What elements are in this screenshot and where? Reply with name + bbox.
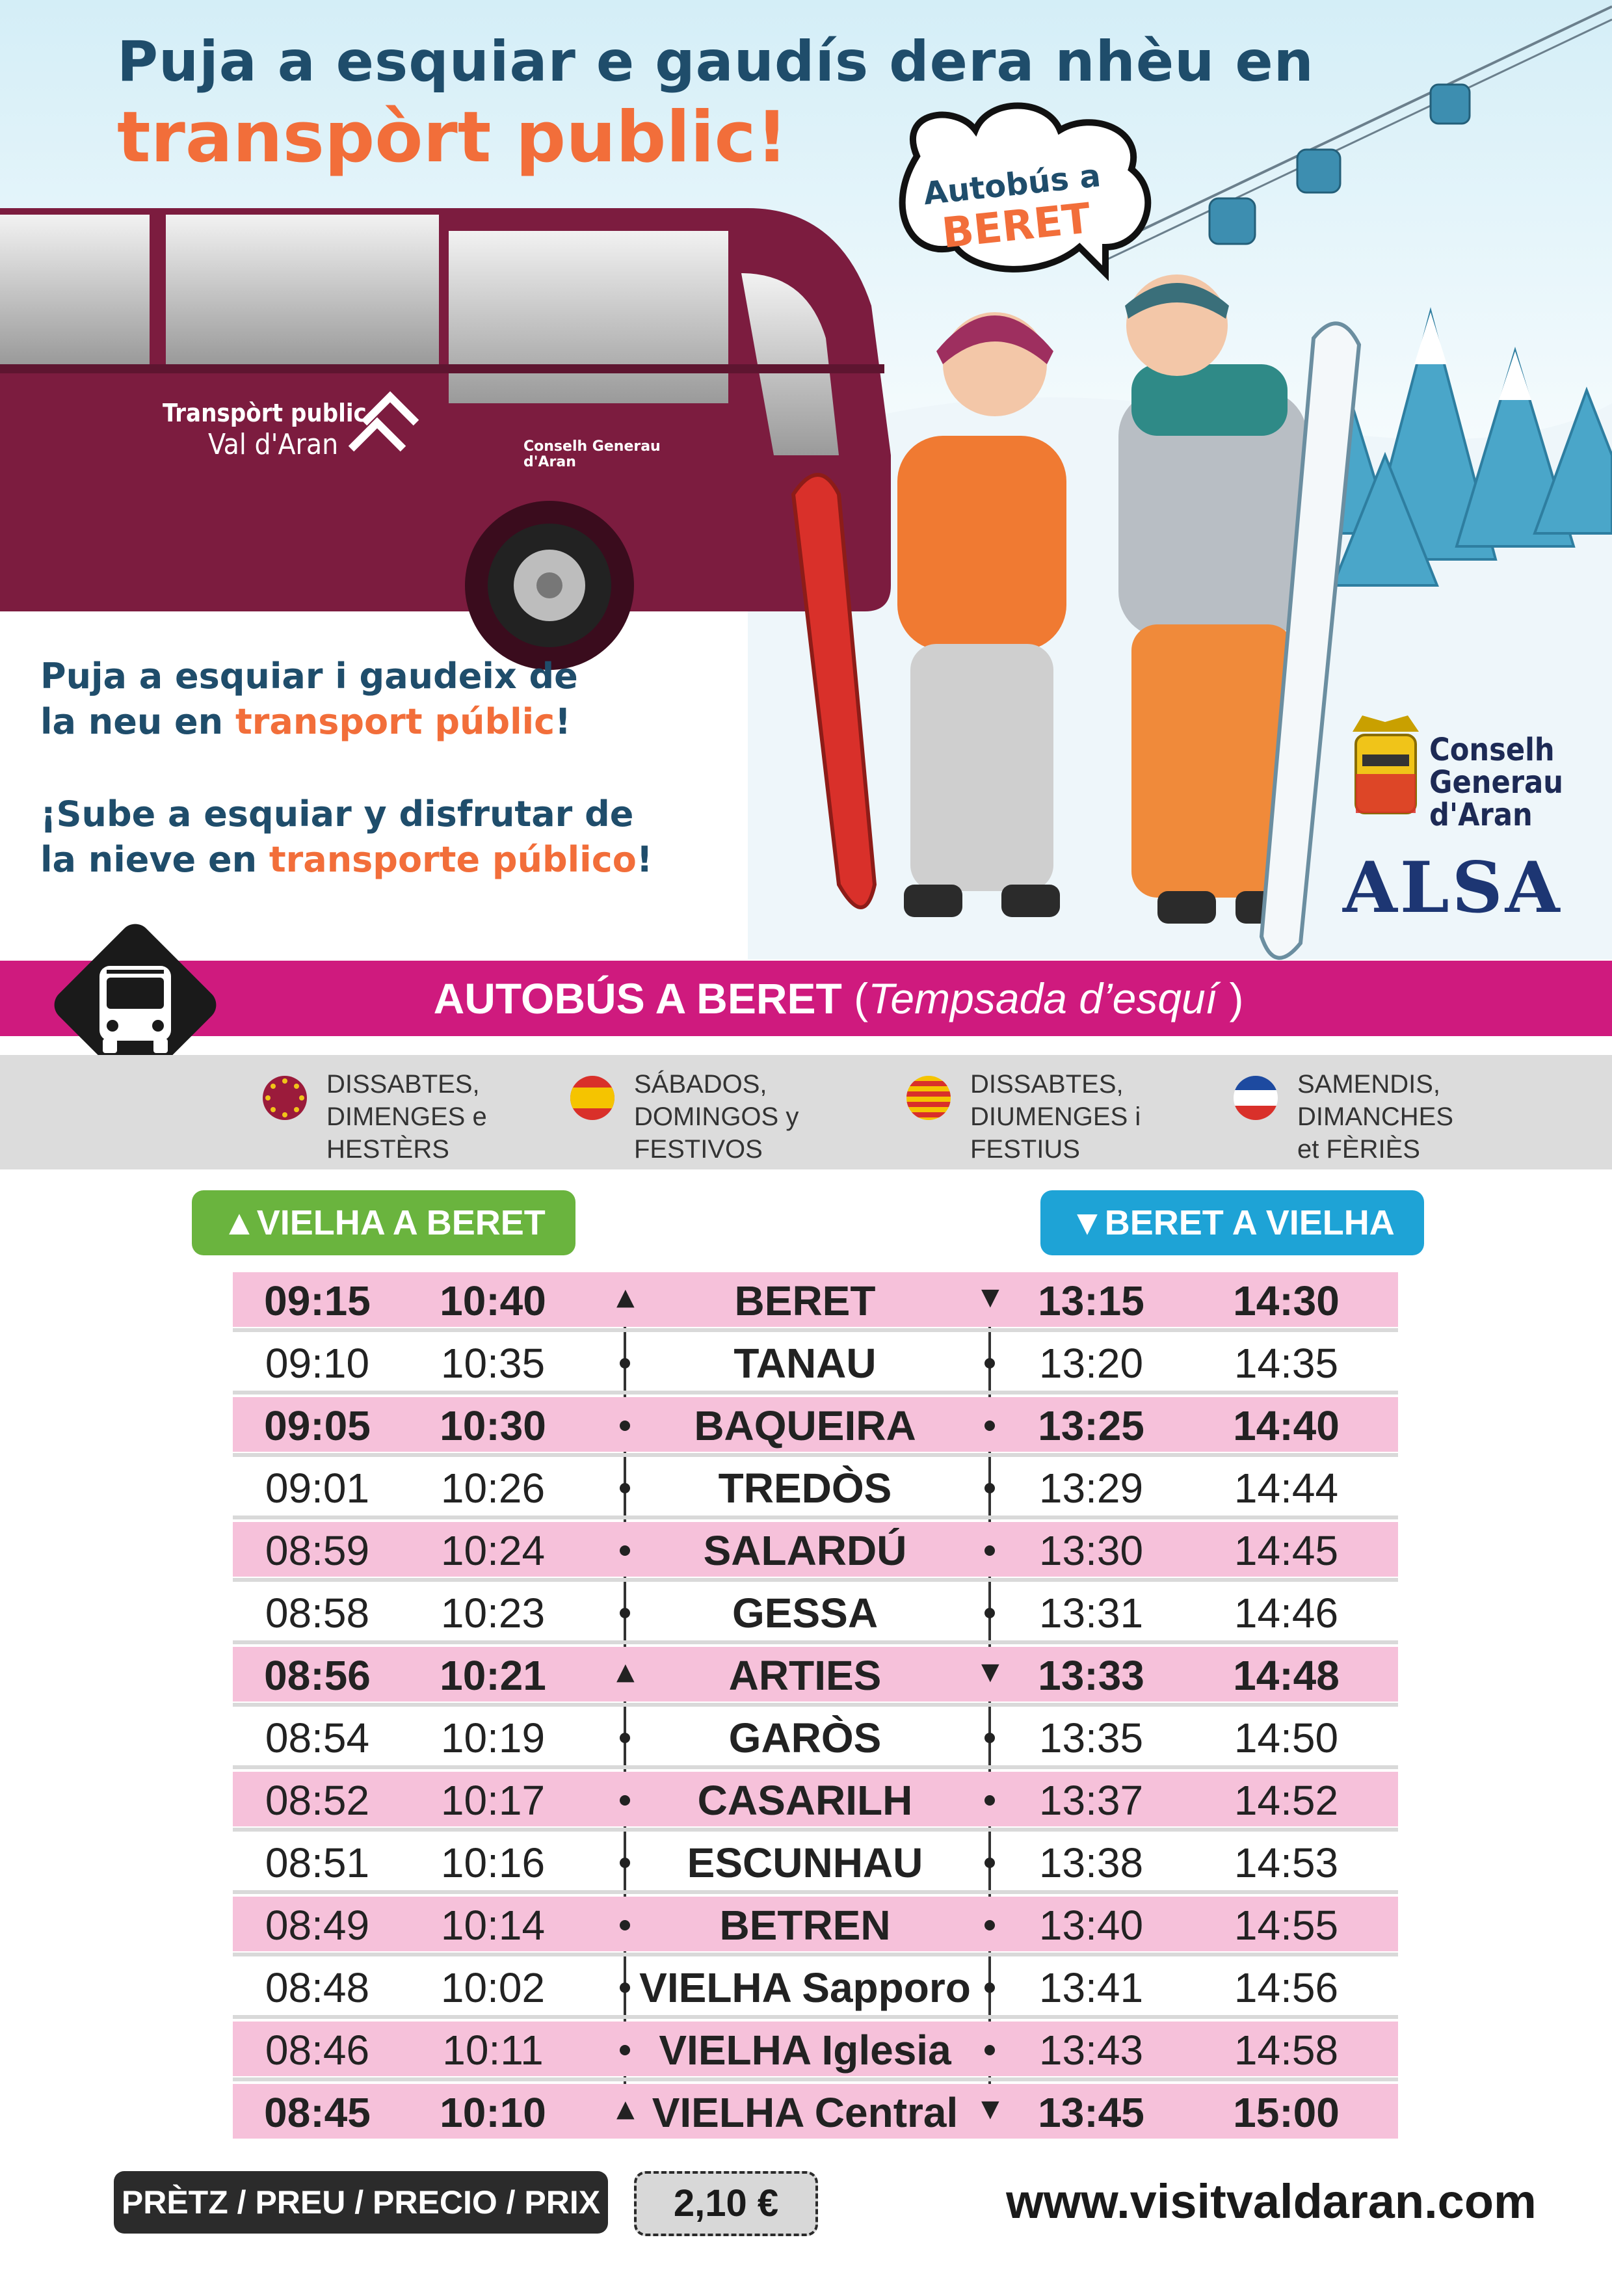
days-aranese-line3: HESTÈRS bbox=[326, 1135, 449, 1164]
outbound-time-2: 10:23 bbox=[440, 1590, 546, 1636]
stop-dot-icon bbox=[984, 1483, 995, 1493]
slogan-ca-end: ! bbox=[555, 701, 571, 742]
route-banner bbox=[0, 961, 1612, 1036]
outbound-time-2: 10:40 bbox=[440, 1277, 546, 1324]
slogan-ca-highlight: transport públic bbox=[235, 701, 555, 742]
days-catalan bbox=[970, 1068, 1141, 1166]
bus-transport-logo bbox=[163, 398, 367, 462]
headline-line2: transpòrt public! bbox=[117, 97, 788, 178]
stop-name: SALARDÚ bbox=[703, 1527, 907, 1574]
stop-dot-icon bbox=[984, 1358, 995, 1368]
spain-flag-icon bbox=[569, 1075, 616, 1121]
council-line2: Generau bbox=[1429, 764, 1563, 801]
table-row bbox=[233, 1270, 1398, 1332]
up-arrow-icon: ▲ bbox=[616, 1659, 635, 1685]
stop-dot-icon bbox=[984, 2045, 995, 2055]
outbound-time-2: 10:14 bbox=[440, 1902, 546, 1949]
france-flag-icon bbox=[1232, 1075, 1279, 1121]
slogan-ca-line2: la neu en bbox=[40, 701, 235, 742]
stop-dot-icon bbox=[984, 1858, 995, 1868]
outbound-time-1: 08:59 bbox=[265, 1527, 370, 1574]
banner-open: ( bbox=[841, 974, 869, 1022]
inbound-time-2: 14:46 bbox=[1234, 1590, 1339, 1636]
slogan-es-line1: ¡Sube a esquiar y disfrutar de bbox=[40, 794, 634, 834]
days-aranese-line2: DIMENGES e bbox=[326, 1102, 487, 1131]
council-line1: Conselh bbox=[1429, 732, 1555, 768]
inbound-time-2: 14:45 bbox=[1234, 1527, 1339, 1574]
outbound-time-1: 09:05 bbox=[264, 1402, 371, 1449]
hero-illustration bbox=[0, 0, 1612, 959]
inbound-time-2: 15:00 bbox=[1233, 2089, 1340, 2136]
banner-close: ) bbox=[1229, 974, 1244, 1022]
outbound-time-1: 08:52 bbox=[265, 1777, 370, 1824]
inbound-time-1: 13:43 bbox=[1038, 2027, 1144, 2074]
stop-name: VIELHA Central bbox=[652, 2089, 958, 2136]
stop-name: ARTIES bbox=[728, 1652, 882, 1699]
bus-council-line1: Conselh Generau bbox=[523, 438, 661, 455]
days-spanish bbox=[634, 1068, 799, 1166]
stop-dot-icon bbox=[620, 1608, 630, 1618]
table-row bbox=[233, 1894, 1398, 1956]
inbound-time-1: 13:25 bbox=[1038, 1402, 1144, 1449]
outbound-time-2: 10:19 bbox=[440, 1715, 546, 1761]
stop-dot-icon bbox=[620, 2045, 630, 2055]
table-row bbox=[233, 1332, 1398, 1395]
stop-name: VIELHA Iglesia bbox=[659, 2027, 951, 2074]
outbound-time-1: 09:15 bbox=[264, 1277, 371, 1324]
inbound-time-1: 13:35 bbox=[1038, 1715, 1144, 1761]
stop-dot-icon bbox=[620, 1358, 630, 1368]
stop-dot-icon bbox=[620, 1421, 630, 1431]
inbound-time-1: 13:31 bbox=[1038, 1590, 1144, 1636]
council-line3: d'Aran bbox=[1429, 797, 1533, 833]
inbound-time-2: 14:30 bbox=[1233, 1277, 1340, 1324]
stop-dot-icon bbox=[620, 1733, 630, 1743]
days-french-line1: SAMENDIS, bbox=[1297, 1070, 1441, 1099]
outbound-time-1: 08:58 bbox=[265, 1590, 370, 1636]
inbound-time-2: 14:56 bbox=[1234, 1964, 1339, 2011]
down-arrow-icon: ▼ bbox=[981, 1659, 999, 1685]
bus-logo-line1: Transpòrt public bbox=[163, 399, 367, 427]
outbound-time-2: 10:24 bbox=[440, 1527, 546, 1574]
slogans bbox=[40, 654, 808, 929]
inbound-time-2: 14:55 bbox=[1234, 1902, 1339, 1949]
website-link[interactable]: www.visitvaldaran.com bbox=[1006, 2174, 1537, 2228]
stop-dot-icon bbox=[620, 1982, 630, 1993]
direction-inbound: ▼BERET A VIELHA bbox=[1040, 1190, 1424, 1255]
table-row bbox=[233, 1395, 1398, 1457]
table-row bbox=[233, 2081, 1398, 2144]
outbound-time-2: 10:21 bbox=[440, 1652, 546, 1699]
headline-line1: Puja a esquiar e gaudís dera nhèu en bbox=[117, 29, 1314, 94]
days-aranese bbox=[326, 1068, 487, 1166]
bus-council-label bbox=[523, 439, 661, 470]
stop-name: VIELHA Sapporo bbox=[639, 1964, 971, 2011]
stop-name: GARÒS bbox=[728, 1715, 882, 1761]
inbound-time-2: 14:58 bbox=[1234, 2027, 1339, 2074]
stop-dot-icon bbox=[984, 1608, 995, 1618]
stop-dot-icon bbox=[984, 1421, 995, 1431]
outbound-time-2: 10:11 bbox=[442, 2027, 544, 2074]
table-row bbox=[233, 1832, 1398, 1894]
bus-council-line2: d'Aran bbox=[523, 454, 576, 470]
banner-title bbox=[0, 961, 1612, 1036]
table-row bbox=[233, 2019, 1398, 2081]
inbound-time-1: 13:45 bbox=[1038, 2089, 1144, 2136]
stop-dot-icon bbox=[984, 1733, 995, 1743]
operator-logo: ALSA bbox=[1343, 847, 1563, 929]
bubble-line1: Autobús a bbox=[921, 157, 1103, 213]
days-catalan-line2: DIUMENGES i bbox=[970, 1102, 1141, 1131]
stop-name: BERET bbox=[734, 1277, 876, 1324]
stop-dot-icon bbox=[620, 1545, 630, 1556]
inbound-time-2: 14:50 bbox=[1234, 1715, 1339, 1761]
inbound-time-1: 13:30 bbox=[1038, 1527, 1144, 1574]
days-catalan-line3: FESTIUS bbox=[970, 1135, 1080, 1164]
inbound-time-1: 13:29 bbox=[1038, 1465, 1144, 1512]
bubble-line2: BERET bbox=[940, 194, 1093, 258]
stop-dot-icon bbox=[620, 1920, 630, 1930]
timetable bbox=[233, 1270, 1398, 2144]
stop-name: TANAU bbox=[733, 1340, 877, 1387]
inbound-time-1: 13:41 bbox=[1038, 1964, 1144, 2011]
slogan-catalan bbox=[40, 654, 808, 745]
direction-outbound: ▲VIELHA A BERET bbox=[192, 1190, 575, 1255]
days-french-line3: et FÈRIÈS bbox=[1297, 1135, 1420, 1164]
inbound-time-1: 13:20 bbox=[1038, 1340, 1144, 1387]
outbound-time-1: 08:51 bbox=[265, 1839, 370, 1886]
outbound-time-2: 10:10 bbox=[440, 2089, 546, 2136]
down-arrow-icon: ▼ bbox=[981, 2096, 999, 2122]
table-row bbox=[233, 1956, 1398, 2019]
days-aranese-line1: DISSABTES, bbox=[326, 1070, 480, 1099]
days-spanish-line1: SÁBADOS, bbox=[634, 1070, 767, 1099]
inbound-time-1: 13:40 bbox=[1038, 1902, 1144, 1949]
outbound-time-1: 08:56 bbox=[264, 1652, 371, 1699]
stop-dot-icon bbox=[620, 1858, 630, 1868]
outbound-time-2: 10:17 bbox=[440, 1777, 546, 1824]
outbound-time-1: 08:45 bbox=[264, 2089, 371, 2136]
outbound-time-2: 10:35 bbox=[440, 1340, 546, 1387]
price-label: PRÈTZ / PREU / PRECIO / PRIX : bbox=[114, 2171, 608, 2234]
inbound-time-2: 14:53 bbox=[1234, 1839, 1339, 1886]
outbound-time-1: 08:48 bbox=[265, 1964, 370, 2011]
outbound-time-1: 08:46 bbox=[265, 2027, 370, 2074]
table-row bbox=[233, 1582, 1398, 1644]
days-spanish-line3: FESTIVOS bbox=[634, 1135, 763, 1164]
table-row bbox=[233, 1644, 1398, 1707]
stop-name: BAQUEIRA bbox=[694, 1402, 916, 1449]
stop-name: ESCUNHAU bbox=[687, 1839, 923, 1886]
council-logo-text bbox=[1429, 734, 1563, 831]
bus-logo-line2: Val d'Aran bbox=[208, 428, 339, 461]
inbound-time-1: 13:33 bbox=[1038, 1652, 1144, 1699]
inbound-time-1: 13:38 bbox=[1038, 1839, 1144, 1886]
table-row bbox=[233, 1769, 1398, 1832]
stop-dot-icon bbox=[984, 1795, 995, 1806]
outbound-time-1: 08:54 bbox=[265, 1715, 370, 1761]
slogan-spanish bbox=[40, 792, 808, 883]
inbound-time-1: 13:15 bbox=[1038, 1277, 1144, 1324]
aran-flag-icon bbox=[261, 1075, 308, 1121]
stop-name: BETREN bbox=[719, 1902, 891, 1949]
days-catalan-line1: DISSABTES, bbox=[970, 1070, 1124, 1099]
up-arrow-icon: ▲ bbox=[616, 1284, 635, 1311]
slogan-es-line2: la nieve en bbox=[40, 839, 269, 880]
stop-name: GESSA bbox=[732, 1590, 879, 1636]
outbound-time-2: 10:26 bbox=[440, 1465, 546, 1512]
table-row bbox=[233, 1519, 1398, 1582]
days-french bbox=[1297, 1068, 1453, 1166]
stop-dot-icon bbox=[984, 1545, 995, 1556]
inbound-time-2: 14:35 bbox=[1234, 1340, 1339, 1387]
table-row bbox=[233, 1707, 1398, 1769]
outbound-time-1: 09:10 bbox=[265, 1340, 370, 1387]
stop-name: CASARILH bbox=[697, 1777, 913, 1824]
price-value: 2,10 € bbox=[634, 2171, 818, 2236]
banner-season: Tempsada d’esquí bbox=[868, 974, 1230, 1022]
outbound-time-2: 10:16 bbox=[440, 1839, 546, 1886]
stop-dot-icon bbox=[620, 1795, 630, 1806]
outbound-time-2: 10:30 bbox=[440, 1402, 546, 1449]
service-days bbox=[0, 1055, 1612, 1169]
slogan-es-end: ! bbox=[636, 839, 653, 880]
days-spanish-line2: DOMINGOS y bbox=[634, 1102, 799, 1131]
headline bbox=[117, 26, 1548, 178]
slogan-es-highlight: transporte público bbox=[269, 839, 637, 880]
outbound-time-1: 08:49 bbox=[265, 1902, 370, 1949]
stop-name: TREDÒS bbox=[718, 1465, 892, 1512]
stop-dot-icon bbox=[984, 1982, 995, 1993]
inbound-time-2: 14:48 bbox=[1233, 1652, 1340, 1699]
table-row bbox=[233, 1457, 1398, 1519]
down-arrow-icon: ▼ bbox=[981, 1284, 999, 1311]
up-arrow-icon: ▲ bbox=[616, 2096, 635, 2122]
outbound-time-1: 09:01 bbox=[265, 1465, 370, 1512]
stop-dot-icon bbox=[620, 1483, 630, 1493]
inbound-time-1: 13:37 bbox=[1038, 1777, 1144, 1824]
outbound-time-2: 10:02 bbox=[440, 1964, 546, 2011]
inbound-time-2: 14:52 bbox=[1234, 1777, 1339, 1824]
slogan-ca-line1: Puja a esquiar i gaudeix de bbox=[40, 656, 578, 697]
inbound-time-2: 14:40 bbox=[1233, 1402, 1340, 1449]
banner-route: AUTOBÚS A BERET bbox=[433, 974, 842, 1022]
stop-dot-icon bbox=[984, 1920, 995, 1930]
inbound-time-2: 14:44 bbox=[1234, 1465, 1339, 1512]
catalonia-flag-icon bbox=[905, 1075, 952, 1121]
days-french-line2: DIMANCHES bbox=[1297, 1102, 1454, 1131]
